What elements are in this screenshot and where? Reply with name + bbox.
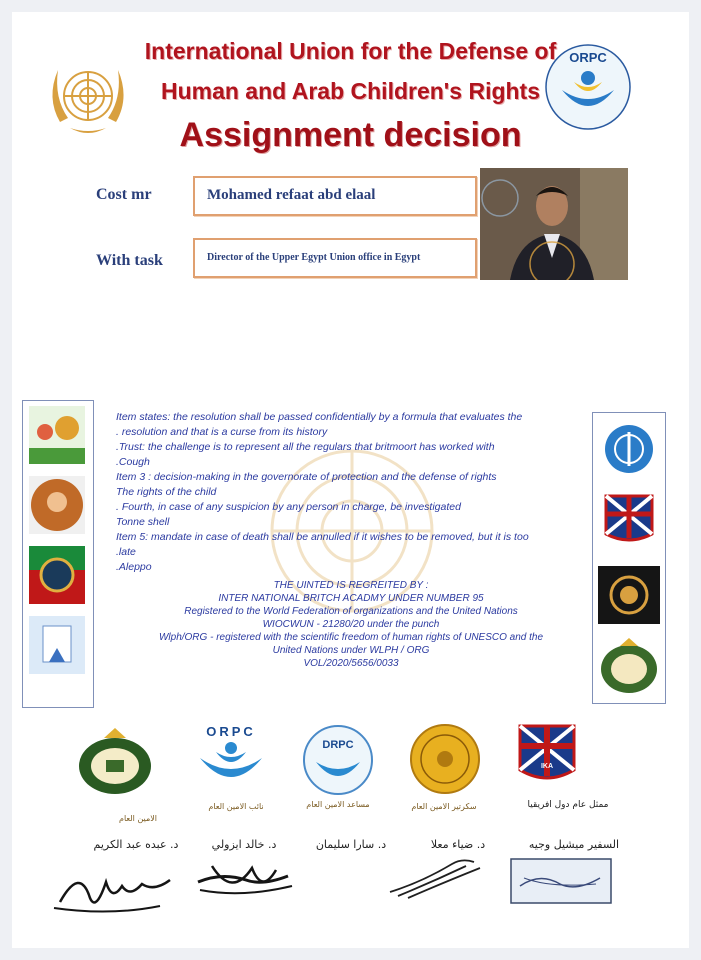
role-secretary-general: الامين العام (118, 814, 158, 823)
academy-seal-tile (598, 638, 660, 696)
children-poster-tile (29, 406, 85, 464)
task-value: Director of the Upper Egypt Union office in Egypt (207, 252, 421, 263)
registration-line: Registered to the World Federation of organizations and the United Nations (184, 606, 518, 617)
task-label: With task (96, 252, 163, 269)
registration-line: VOL/2020/5656/0033 (303, 658, 399, 669)
cost-field (193, 176, 477, 216)
resolution-line: Tonne shell (116, 516, 170, 528)
registration-line: United Nations under WLPH / ORG (272, 645, 430, 656)
resolution-line: The rights of the child (116, 486, 217, 498)
registration-line: THE UINTED IS REGREITED BY : (273, 580, 429, 591)
award-tile (29, 616, 85, 674)
orpc-seal-1-text: ORPC (206, 724, 256, 739)
signature-2 (192, 858, 298, 906)
academy-seal-bottom (76, 728, 154, 796)
ika-seal-bottom (516, 722, 578, 788)
signatory-name-5: السفير ميشيل وجيه (528, 838, 620, 851)
signatory-name-3: د. سارا سليمان (315, 838, 387, 851)
registration-line: WIOCWUN - 21280/20 under the punch (262, 619, 440, 630)
orpc-seal-2-text: DRPC (322, 739, 354, 751)
resolution-line: Item 3 : decision-making in the governorate of protection and the defense of rights (116, 471, 497, 483)
cost-value: Mohamed refaat abd elaal (207, 187, 376, 203)
orpc-logo-text: ORPC (569, 50, 607, 65)
signature-4 (382, 852, 488, 902)
resolution-line: .Cough (116, 456, 150, 468)
registration-line: INTER NATIONAL BRITCH ACADMY UNDER NUMBER 95 (218, 593, 484, 604)
role-secretary-to-sg: سكرتير الامين العام (411, 802, 477, 811)
resolution-items (116, 410, 586, 575)
orpc-seal-1 (186, 722, 276, 792)
gold-seal (406, 722, 484, 796)
signatory-name-4: د. ضياء معلا (430, 838, 486, 851)
signature-1 (50, 862, 180, 918)
ika-seal-text: IKA (540, 763, 554, 770)
leader-portrait-tile (29, 476, 85, 534)
signature-5 (510, 858, 612, 904)
resolution-line: Item 5: mandate in case of death shall be annulled if it wishes to be removed, but it is too (116, 531, 529, 543)
signatory-name-1: د. عبده عبد الكريم (93, 838, 179, 851)
cost-label: Cost mr (96, 186, 152, 203)
ika-flag-tile (598, 490, 660, 548)
signatory-name-2: د. خالد ايزولي (211, 838, 277, 851)
portrait-photo (480, 168, 628, 280)
registration-text (116, 579, 586, 670)
resolution-line: . resolution and that is a curse from its history (116, 426, 328, 438)
orpc-seal-2 (298, 722, 378, 796)
title-line-2: Human and Arab Children's Rights (160, 78, 541, 104)
title-line-1: International Union for the Defense of (144, 38, 557, 64)
resolution-line: .late (116, 546, 136, 558)
document-title: Assignment decision (179, 116, 522, 154)
registration-line: Wlph/ORG - registered with the scientific freedom of human rights of UNESCO and the (158, 632, 544, 643)
task-field (193, 238, 477, 278)
health-emblem-tile (598, 420, 660, 478)
resolution-line: .Trust: the challenge is to represent all the regulars that britmoort has worked with (116, 441, 495, 453)
role-deputy-secretary-general: نائب الامين العام (208, 802, 264, 811)
green-seal-tile (29, 546, 85, 604)
resolution-line: Item states: the resolution shall be passed confidentially by a formula that evaluates the (116, 411, 523, 423)
role-assistant-secretary-general: مساعد الامين العام (306, 800, 370, 809)
role-africa-representative: ممثل عام دول افريقيا (527, 800, 609, 810)
resolution-line: . Fourth, in case of any suspicion by any person in charge, be investigated (116, 501, 461, 513)
resolution-line: .Aleppo (116, 561, 152, 573)
black-seal-tile (598, 566, 660, 624)
